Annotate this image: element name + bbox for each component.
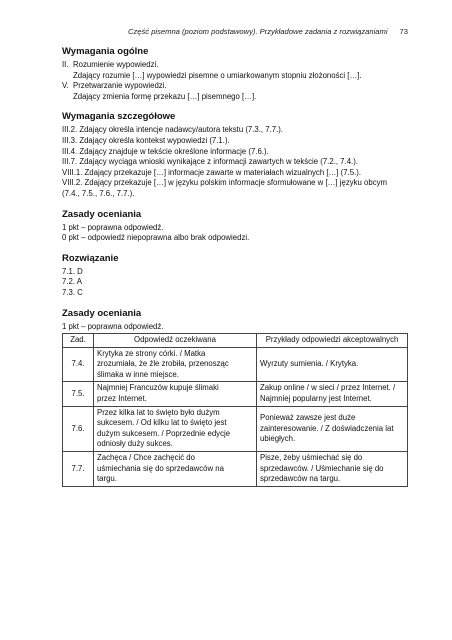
expected-answer: Przez kilka lat to święto było dużym sukcesem. / Od kilku lat to święto jest dużym sukcesem. / Poprzednie edycje odniosły duży sukces. [94,406,257,451]
column-header-accepted: Przykłady odpowiedzi akceptowalnych [257,334,408,348]
scoring-rules-section [62,209,422,244]
header-title: Część pisemna (poziom podstawowy). Przykładowe zadania z rozwiązaniami [127,27,388,36]
task-number: 7.6. [63,406,94,451]
solution-line: 7.3. C [62,287,83,297]
column-header-expected: Odpowiedź oczekiwana [94,334,257,348]
detailed-req-line: III.3. Zdający określa kontekst wypowiedzi (7.1.). [62,135,230,145]
detailed-req-line: III.7. Zdający wyciąga wnioski wynikające z informacji zawartych w tekście (7.2., 7.4.). [62,157,358,167]
scoring-line: 0 pkt – odpowiedź niepoprawna albo brak odpowiedzi. [62,233,250,243]
task-number: 7.5. [63,382,94,406]
detailed-requirements-heading: Wymagania szczegółowe [62,111,176,123]
accepted-answers: Pisze, żeby uśmiechać się do sprzedawców. / Uśmiechanie się do sprzedawców na targu. [257,452,408,487]
accepted-answers: Wyrzuty sumienia. / Krytyka. [257,347,408,382]
table-row [63,406,408,451]
running-header [128,27,408,36]
solution-heading: Rozwiązanie [62,252,119,264]
solution-line: 7.1. D [62,266,83,276]
table-row [63,452,408,487]
content [62,46,422,496]
detailed-req-line: III.4. Zdający znajduje w tekście określone informacje (7.6.). [62,146,269,156]
general-req-line: Zdający rozumie […] wypowiedzi pisemne o umiarkowanym stopniu złożoności […]. [73,70,362,80]
scoring-rules-2-heading: Zasady oceniania [62,307,142,319]
page-number: 73 [399,27,408,36]
accepted-answers: Zakup online / w sieci / przez Internet. / Najmniej popularny jest Internet. [257,382,408,406]
detailed-req-line: VIII.1. Zdający przekazuje […] informacje zawarte w materiałach wizualnych […] (7.5.). [62,167,361,177]
general-requirements-section [62,46,422,102]
general-req-line: Zdający zmienia formę przekazu […] pisemnego […]. [73,91,257,101]
solution-line: 7.2. A [62,277,82,287]
detailed-req-line: III.2. Zdający określa intencje nadawcy/autora tekstu (7.3., 7.7.). [62,125,284,135]
task-number: 7.4. [63,347,94,382]
general-req-line: V. Przetwarzanie wypowiedzi. [62,81,167,91]
detailed-req-line: VIII.2. Zdający przekazuje […] w języku polskim informacje sformułowane w […] języku obcym [62,178,387,188]
general-requirements-heading: Wymagania ogólne [62,46,149,57]
table-header-row [63,334,408,348]
expected-answer: Zachęca / Chce zachęcić do uśmiechania się do sprzedawców na targu. [94,452,257,487]
task-number: 7.7. [63,452,94,487]
answers-table [62,333,408,487]
scoring-line: 1 pkt – poprawna odpowiedź. [62,321,164,331]
table-row [63,347,408,382]
scoring-rules-2-section [62,308,422,487]
accepted-answers: Ponieważ zawsze jest duże zainteresowanie. / Z doświadczenia lat ubiegłych. [257,406,408,451]
solution-section [62,253,422,299]
scoring-rules-heading: Zasady oceniania [62,208,142,220]
scoring-line: 1 pkt – poprawna odpowiedź. [62,222,164,232]
detailed-requirements-section [62,111,422,199]
table-row [63,382,408,406]
expected-answer: Najmniej Francuzów kupuje ślimaki przez Internet. [94,382,257,406]
column-header-zad: Zad. [63,334,94,348]
detailed-req-line: (7.4., 7.5., 7.6., 7.7.). [62,188,135,198]
expected-answer: Krytyka ze strony córki. / Matka zrozumiała, że źle zrobiła, przenosząc ślimaka w inne miejsce. [94,347,257,382]
general-req-line: II. Rozumienie wypowiedzi. [62,60,159,69]
